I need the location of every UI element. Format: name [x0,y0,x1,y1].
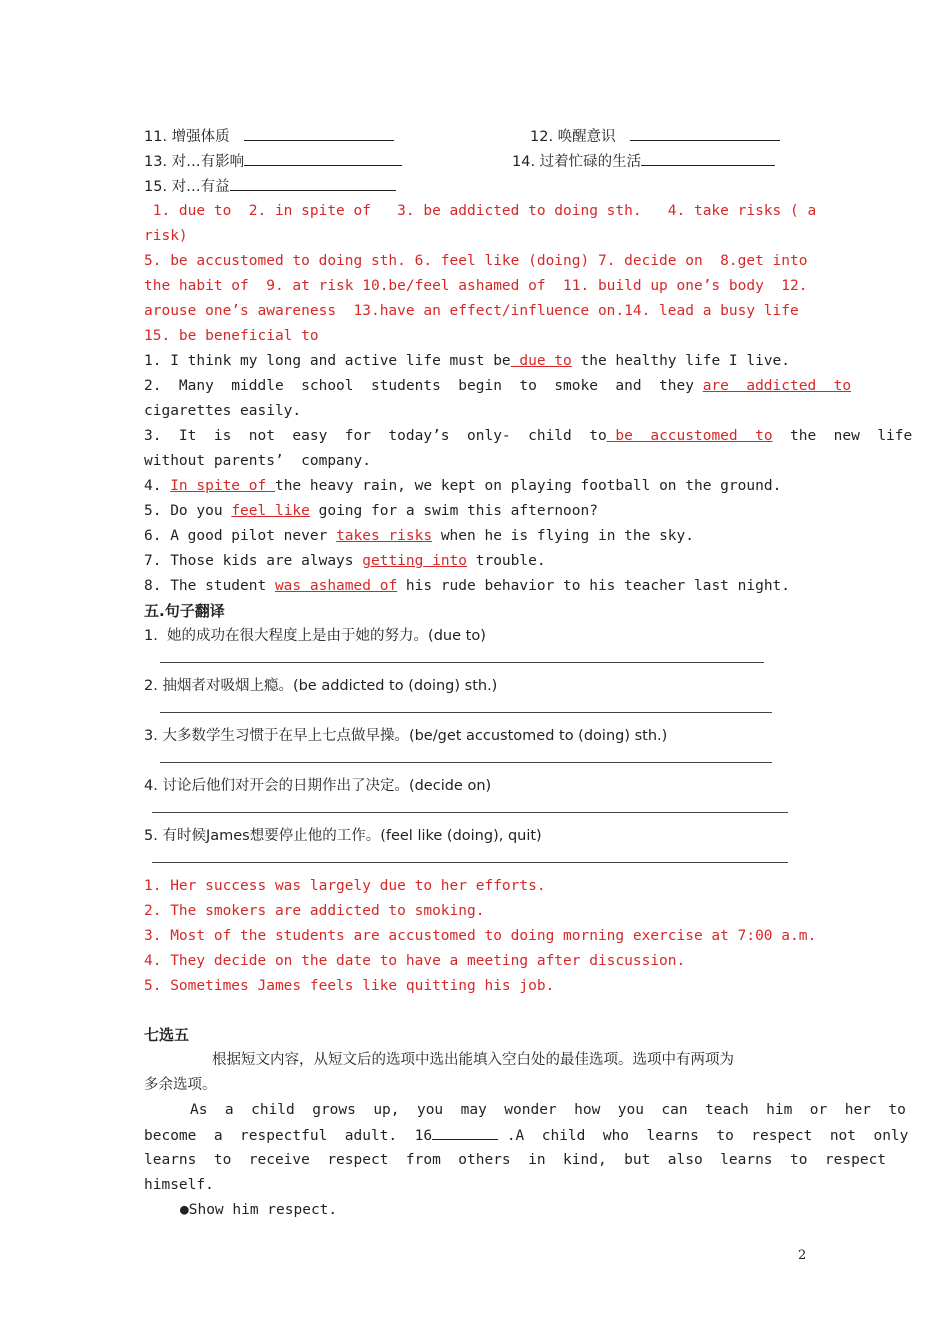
vocab-answer-line-3: 5. be accustomed to doing sth. 6. feel like (doing) 7. decide on 8.get into [144,253,808,269]
translation-q4: 4. 讨论后他们对开会的日期作出了决定。(decide on) [144,778,492,794]
vocab-row-15 [144,174,808,199]
fill-sentence-1: 1. I think my long and active life must be due to the healthy life I live. [144,353,791,369]
translation-q1: 1. 她的成功在很大程度上是由于她的努力。(due to) [144,628,486,644]
fill-sentence-2: 2. Many middle school students begin to smoke and they are addicted to [144,378,852,394]
fill-sentence-8: 8. The student was ashamed of his rude behavior to his teacher last night. [144,578,791,594]
blank-15[interactable] [230,174,396,191]
vocab-answer-line-6: 15. be beneficial to [144,328,319,344]
vocab-answer-line-1: 1. due to 2. in spite of 3. be addicted to doing sth. 4. take risks ( a [144,203,817,219]
translation-answer-2: 2. The smokers are addicted to smoking. [144,903,485,919]
fill-answer-4: In spite of [170,478,275,494]
blank-12[interactable] [630,124,780,141]
translation-q2: 2. 抽烟者对吸烟上瘾。(be addicted to (doing) sth.) [144,678,498,694]
fill-sentence-3-cont: without parents’ company. [144,453,371,469]
fill-sentence-2-cont: cigarettes easily. [144,403,302,419]
passage-bullet: ●Show him respect. [180,1202,338,1218]
fill-sentence-3: 3. It is not easy for today’s only- child to be accustomed to the new life [144,428,913,444]
vocab-item-11: 11. 增强体质 [144,129,230,145]
fill-sentence-6: 6. A good pilot never takes risks when he is flying in the sky. [144,528,694,544]
translation-answer-1: 1. Her success was largely due to her efforts. [144,878,546,894]
answer-line-1[interactable] [160,661,764,663]
fill-answer-3: be accustomed to [606,428,773,444]
blank-11[interactable] [244,124,394,141]
vocab-item-13: 13. 对…有影响 [144,154,245,170]
blank-13[interactable] [244,149,402,166]
vocab-item-15: 15. 对…有益 [144,179,230,195]
translation-answer-5: 5. Sometimes James feels like quitting his job. [144,978,555,994]
seven-five-heading: 七选五 [144,1026,190,1044]
answer-line-3[interactable] [160,761,772,763]
translation-q3: 3. 大多数学生习惯于在早上七点做早操。(be/get accustomed to (doing) sth.) [144,728,668,744]
worksheet-page [144,124,913,1223]
passage-line-3: learns to receive respect from others in kind, but also learns to respect [144,1152,887,1168]
blank-14[interactable] [641,149,775,166]
answer-line-5[interactable] [152,861,788,863]
vocab-item-14: 14. 过着忙碌的生活 [512,154,642,170]
translation-answer-3: 3. Most of the students are accustomed to doing morning exercise at 7:00 a.m. [144,928,817,944]
answer-line-2[interactable] [160,711,772,713]
vocab-answer-line-4: the habit of 9. at risk 10.be/feel ashamed of 11. build up one’s body 12. [144,278,808,294]
fill-sentence-5: 5. Do you feel like going for a swim this afternoon? [144,503,598,519]
fill-answer-1: due to [510,353,572,369]
vocab-row-13-14 [144,149,808,174]
seven-five-instruction-2: 多余选项。 [144,1077,217,1093]
vocab-answer-line-2: risk) [144,228,188,244]
fill-answer-7: getting into [362,553,468,569]
vocab-item-12: 12. 唤醒意识 [530,129,616,145]
passage-line-4: himself. [144,1177,214,1193]
translation-answer-4: 4. They decide on the date to have a meeting after discussion. [144,953,686,969]
passage-line-2: become a respectful adult. 16 .A child who learns to respect not only [144,1123,808,1148]
seven-five-instruction-1: 根据短文内容，从短文后的选项中选出能填入空白处的最佳选项。选项中有两项为 [212,1052,734,1068]
answer-line-4[interactable] [152,811,788,813]
fill-answer-5: feel like [231,503,310,519]
translation-heading: 五.句子翻译 [144,602,225,620]
fill-sentence-7: 7. Those kids are always getting into trouble. [144,553,546,569]
translation-q5: 5. 有时候James想要停止他的工作。(feel like (doing), quit) [144,828,542,844]
passage-line-1: As a child grows up, you may wonder how you can teach him or her to [190,1102,906,1118]
fill-answer-2: are addicted to [702,378,852,394]
fill-answer-8: was ashamed of [274,578,398,594]
blank-16[interactable] [432,1123,498,1140]
vocab-answer-line-5: arouse one’s awareness 13.have an effect/influence on.14. lead a busy life [144,303,799,319]
fill-sentence-4: 4. In spite of the heavy rain, we kept on playing football on the ground. [144,478,782,494]
page-number: 2 [798,1248,807,1263]
fill-answer-6: takes risks [336,528,433,544]
vocab-row-11-12 [144,124,808,149]
